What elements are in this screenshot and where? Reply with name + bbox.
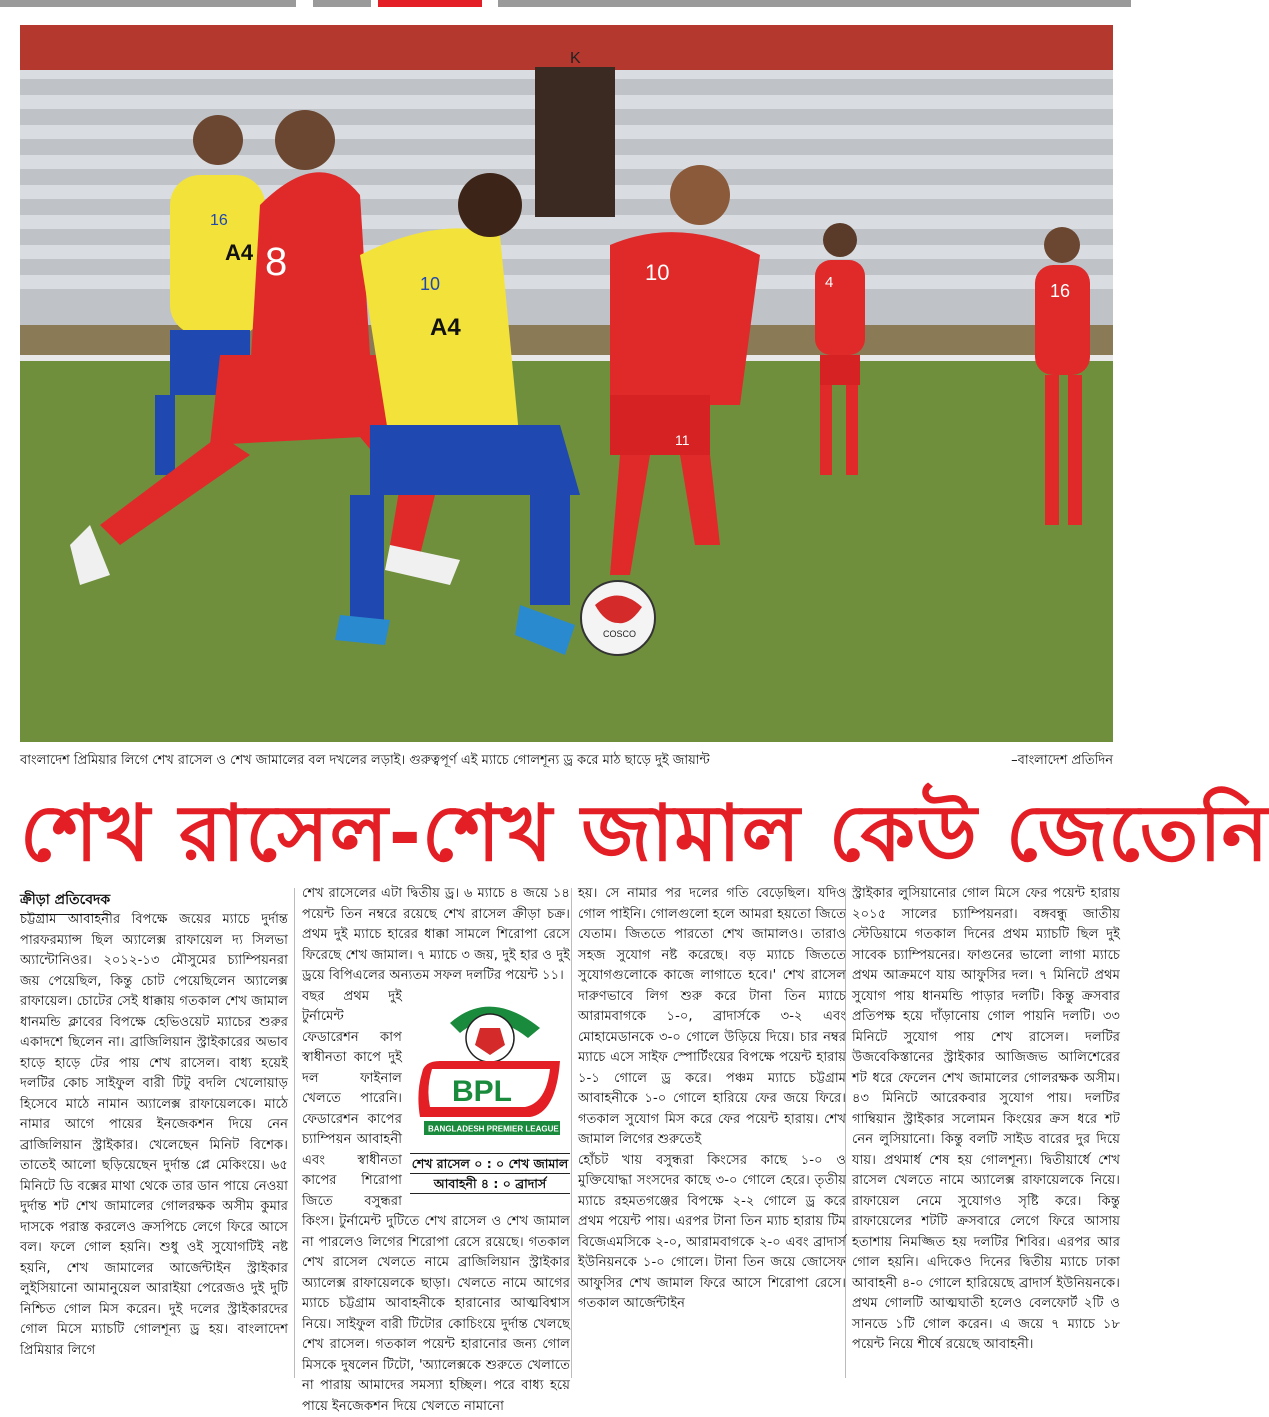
score-row: আবাহনী ৪ : ০ ব্রাদার্স	[410, 1174, 570, 1194]
jersey-number: 11	[675, 432, 690, 448]
ball-brand: COSCO	[603, 629, 636, 639]
photo-caption: বাংলাদেশ প্রিমিয়ার লিগে শেখ রাসেল ও শেখ জামালের বল দখলের লড়াই। গুরুত্বপূর্ণ এই ম্যাচে গোলশূন্য ড্র করে মাঠ ছাড়ে দুই জায়ান্ট	[20, 750, 710, 772]
article-paragraph: বছর প্রথম দুই টুর্নামেন্ট ফেডারেশন কাপ স্বাধীনতা কাপে দুই দল ফাইনাল খেলতে পারেনি। ফেডারেশন কাপের চ্যাম্পিয়ন আবাহনী এবং স্বাধীনতা কাপের শিরোপা জিতে বসুন্ধরা কিংস। টুর্নামেন্ট দুটিতে শেখ রাসেল ও শেখ জামাল না পারলেও লিগের শিরোপা রেসে রয়েছে। গতকাল শেখ রাসেল খেলতে নামে ব্রাজিলিয়ান স্ট্রাইকার অ্যালেক্স রাফায়েলকে ছাড়া। খেলতে নামে আগের ম্যাচে চট্টগ্রাম আবাহনীকে হারানোর আত্মবিশ্বাস নিয়ে। সাইফুল বারী টিটোর কোচিংয়ে দুর্দান্ত খেলছে শেখ রাসেল। গতকাল পয়েন্ট হারানোর জন্য গোল মিসকে দুষলেন টিটো, 'অ্যালেক্সকে শুরুতে খেলাতে না পারায় আমাদের সমস্যা হচ্ছিল। পরে বাধ্য হয়ে পায়ে ইনজেকশন দিয়ে খেলতে নামানো	[302, 987, 570, 1417]
top-bar-accent	[378, 0, 482, 7]
board-letter: K	[570, 50, 581, 67]
photo-credit: –বাংলাদেশ প্রতিদিন	[1011, 750, 1113, 772]
top-bar-left	[0, 0, 296, 7]
article-column-1	[20, 910, 288, 1380]
column-divider	[571, 888, 572, 1378]
article-paragraph: হোঁচট খায় বসুন্ধরা কিংসের কাছে ১-০ ও মুক্তিযোদ্ধা সংসদের কাছে ৩-০ গোলে হেরে। তৃতীয় ম্যাচে রহমতগঞ্জের বিপক্ষে ২-২ গোলে ড্র করে প্রথম পয়েন্ট পায়। এরপর টানা তিন ম্যাচ হারায় টিম বিজেএমসিকে ২-০, আরামবাগকে ২-০ এবং ব্রাদার্স ইউনিয়নকে ১-০ গোলে। টানা তিন জয়ে জোসেফ আফুসির শেখ জামাল ফিরে আসে শিরোপা রেসে। গতকাল আর্জেন্টাইন	[578, 1151, 846, 1315]
article-paragraph: চট্টগ্রাম আবাহনীর বিপক্ষে জয়ের ম্যাচে দুর্দান্ত পারফরম্যান্স ছিল অ্যালেক্স রাফায়েল দ্য সিলভা অ্যান্টোনিওর। ২০১২-১৩ মৌসুমের চ্যাম্পিয়নরা জয় পেয়েছিল, কিন্তু চোট পেয়েছিলেন অ্যালেক্স রাফায়েল। চোটের সেই ধাক্কায় গতকাল শেখ জামাল ধানমন্ডি ক্লাবের বিপক্ষে হেভিওয়েট ম্যাচের শুরুর একাদশে ছিলেন না। ব্রাজিলিয়ান স্ট্রাইকারের অভাব হাড়ে হাড়ে টের পায় শেখ রাসেল। বাধ্য হয়েই দলটির কোচ সাইফুল বারী টিটু বদলি খেলোয়াড় হিসেবে মাঠে নামান অ্যালেক্স রাফায়েলকে। মাঠে নামার আগে পায়ের ইনজেকশন দিয়ে নেন ব্রাজিলিয়ান স্ট্রাইকার। খেলেছেন মিনিট বিশেক। তাতেই আলো ছড়িয়েছেন দুর্দান্ত প্লে মেকিংয়ে। ৬৫ মিনিটে ডি বক্সের মাথা থেকে তার ডান পায়ে নেওয়া দুর্দান্ত শট শেখ জামালের গোলরক্ষক অসীম কুমার দাসকে পরাস্ত করলেও ক্রসপিচে লেগে ফিরে আসে বল। ফলে গোল হয়নি। শুধু ওই সুযোগটিই নষ্ট হয়নি, শেখ জামালের আর্জেন্টাইন স্ট্রাইকার লুইসিয়ানো আমানুয়েল আরাইয়া পেরেজও দুই দুটি নিশ্চিত গোল মিস করেন। দুই দলের স্ট্রাইকারদের গোল মিসে ম্যাচটি গোলশূন্য ড্র হয়। বাংলাদেশ প্রিমিয়ার লিগে	[20, 910, 288, 1361]
photo-caption-row	[20, 750, 1113, 772]
jersey-number: 8	[265, 240, 287, 284]
article-paragraph: শেখ রাসেলের এটা দ্বিতীয় ড্র। ৬ ম্যাচে ৪ জয়ে ১৪ পয়েন্ট তিন নম্বরে রয়েছে শেখ রাসেল ক্রীড়া চক্র। প্রথম দুই ম্যাচে হারের ধাক্কা সামলে শিরোপা রেসে ফিরেছে শেখ জামাল। ৭ ম্যাচে ৩ জয়, দুই হার ও দুই ড্রয়ে বিপিএলের অন্যতম সফল দলটির পয়েন্ট ১১।	[302, 884, 570, 987]
top-bar-mid	[313, 0, 371, 7]
jersey-number: 10	[420, 274, 440, 294]
sponsor-text: A4	[225, 240, 254, 265]
top-bar-right	[498, 0, 1131, 7]
score-table	[410, 1153, 570, 1194]
headline: শেখ রাসেল-শেখ জামাল কেউ জেতেনি	[20, 784, 1113, 884]
sponsor-text: A4	[430, 314, 461, 341]
match-photo	[20, 25, 1113, 742]
jersey-number: 4	[825, 274, 833, 291]
jersey-number: 10	[645, 260, 669, 285]
article-paragraph: স্ট্রাইকার লুসিয়ানোর গোল মিসে ফের পয়েন্ট হারায় ২০১৫ সালের চ্যাম্পিয়নরা। বঙ্গবন্ধু জাতীয় স্টেডিয়ামে গতকাল দিনের প্রথম ম্যাচটি ছিল দুই সাবেক চ্যাম্পিয়নের। ফাগুনের ভালো লাগা ম্যাচে প্রথম আক্রমণে যায় আফুসির দল। ৭ মিনিটে প্রথম সুযোগ পায় ধানমন্ডি পাড়ার দলটি। কিন্তু ক্রসবার প্রতিপক্ষ হয়ে দাঁড়ানোয় গোল পায়নি দলটি। ৩৩ মিনিটে সুযোগ পায় শেখ রাসেল। দলটির উজবেকিস্তানের স্ট্রাইকার আজিজভ আলিশেরের শট ধরে ফেলেন শেখ জামালের গোলরক্ষক অসীম। ৪৩ মিনিটে আরেকবার সুযোগ পায়। দলটির গাম্বিয়ান স্ট্রাইকার সলোমন কিংয়ের ক্রস ধরে শট নেন লুসিয়ানো। কিন্তু বলটি সাইড বারের দুর দিয়ে যায়। প্রথমার্ধ শেষ হয় গোলশূন্য। দ্বিতীয়ার্ধে শেখ রাসেল খেলতে নামে অ্যালেক্স রাফায়েলকে নিয়ে। রাফায়েল নেমে সুযোগও সৃষ্টি করে। কিন্তু রাফায়েলের শটটি ক্রসবারে লেগে ফিরে আসায় হতাশায় নিমজ্জিত হয় দলটির শিবির। এরপর আর গোল হয়নি। এদিকেও দিনের দ্বিতীয় ম্যাচে ঢাকা আবাহনী ৪-০ গোলে হারিয়েছে ব্রাদার্স ইউনিয়নকে। প্রথম গোলটি আত্মঘাতী হলেও বেলফোর্ট ২টি ও সানডে ১টি গোল করেন। এ জয়ে ৭ ম্যাচে ১৮ পয়েন্ট নিয়ে শীর্ষে রয়েছে আবাহনী।	[852, 884, 1120, 1356]
bpl-logo-text: BPL	[452, 1075, 512, 1108]
article-column-4	[852, 884, 1120, 1374]
score-row: শেখ রাসেল ০ : ০ শেখ জামাল	[410, 1154, 570, 1174]
article-paragraph: হয়। সে নামার পর দলের গতি বেড়েছিল। যদিও গোল পাইনি। গোলগুলো হলে আমরা হয়তো জিতে যেতাম। জিততে পারতো শেখ জামালও। তারাও সহজ সুযোগ নষ্ট করেছে। বড় ম্যাচে জিততে সুযোগগুলোকে কাজে লাগাতে হবে।' শেখ রাসেল দারুণভাবে লিগ শুরু করে টানা তিন ম্যাচে আরামবাগকে ১-০, ব্রাদার্সকে ৩-২ এবং মোহামেডানকে ৩-০ গোলে উড়িয়ে দিয়ে। চার নম্বর ম্যাচে এসে সাইফ স্পোর্টিংয়ের বিপক্ষে পয়েন্ট হারায় ১-১ গোলে ড্র করে। পঞ্চম ম্যাচে চট্টগ্রাম আবাহনীকে ১-০ গোলে হারিয়ে ফের জয়ে ফিরে। গতকাল সুযোগ মিস করে ফের পয়েন্ট হারায়। শেখ জামাল লিগের শুরুতেই	[578, 884, 846, 1151]
article-column-3	[578, 884, 846, 1374]
jersey-number: 16	[1050, 281, 1070, 301]
bpl-logo	[410, 993, 570, 1153]
jersey-number: 16	[210, 212, 228, 229]
column-divider	[294, 888, 295, 1378]
bpl-logo-subtext: BANGLADESH PREMIER LEAGUE	[428, 1124, 559, 1133]
byline: ক্রীড়া প্রতিবেদক	[20, 888, 110, 915]
football	[581, 581, 655, 655]
bpl-results-box	[410, 993, 570, 1203]
article-column-2	[302, 884, 570, 1374]
